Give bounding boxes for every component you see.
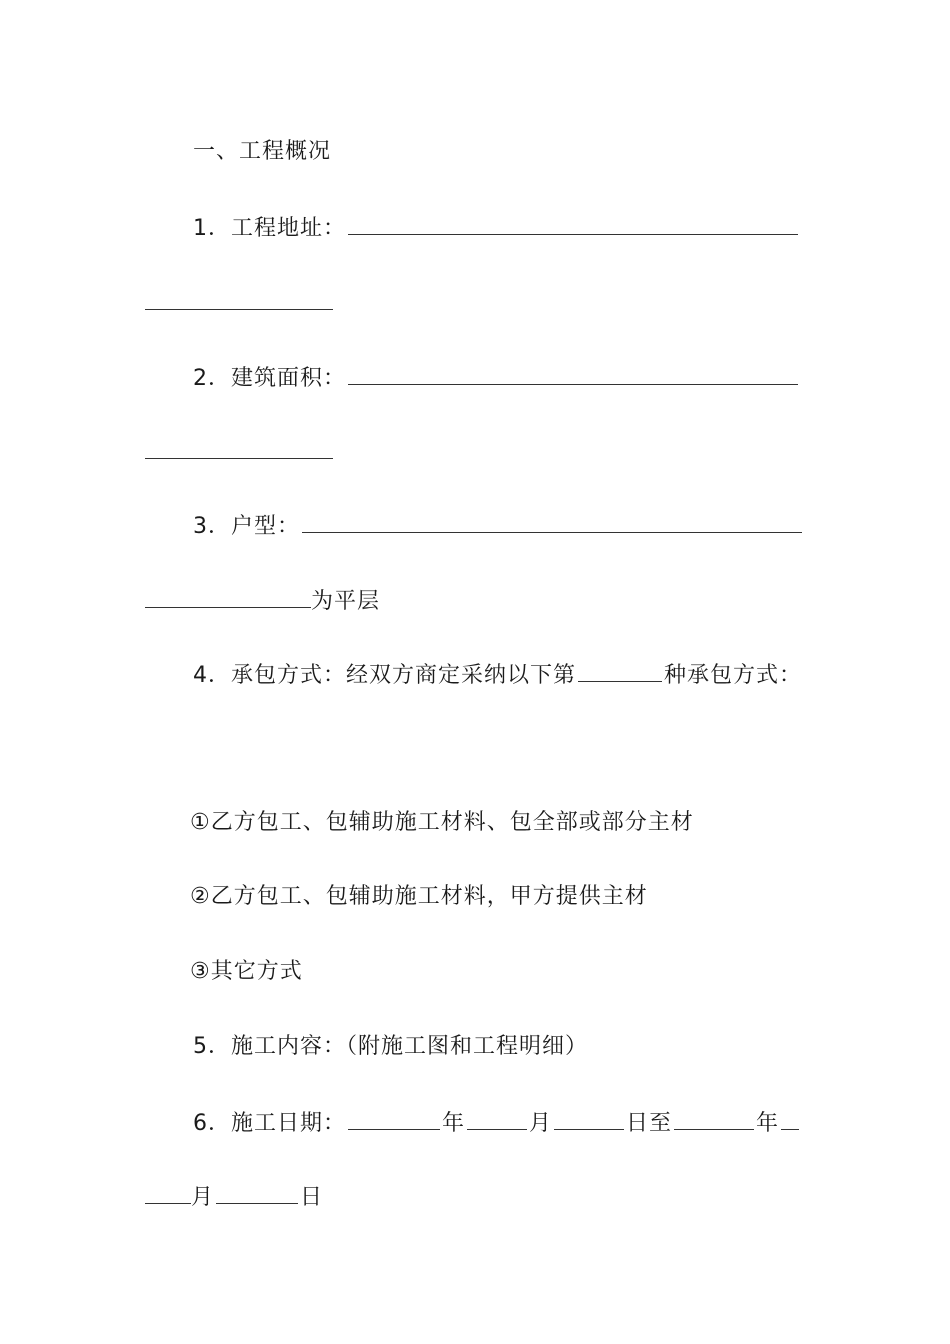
option-2: ②乙方包工、包辅助施工材料，甲方提供主材 (190, 884, 648, 909)
contract-type-suffix: 种承包方式： (664, 663, 803, 688)
start-day-blank[interactable] (554, 1107, 624, 1130)
item-construction-date-continued (145, 1181, 323, 1213)
end-month-blank-start[interactable] (781, 1107, 799, 1130)
option-1: ①乙方包工、包辅助施工材料、包全部或部分主材 (190, 810, 694, 835)
end-month-blank[interactable] (145, 1181, 191, 1204)
contract-type-blank[interactable] (578, 659, 662, 682)
layout-blank-continued[interactable] (145, 585, 311, 608)
item-area-continued (145, 436, 333, 468)
start-month-blank[interactable] (467, 1107, 527, 1130)
end-year-blank[interactable] (674, 1107, 754, 1130)
start-day-label: 日至 (626, 1111, 673, 1136)
layout-suffix: 为平层 (311, 589, 381, 614)
area-blank[interactable] (348, 362, 798, 385)
area-label: 2．建筑面积： (193, 366, 346, 391)
section-title: 一、工程概况 (193, 139, 332, 164)
layout-label: 3．户型： (193, 514, 300, 539)
date-label: 6．施工日期： (193, 1111, 346, 1136)
item-contract-type (193, 659, 802, 691)
end-day-blank[interactable] (216, 1181, 298, 1204)
end-year-label: 年 (756, 1111, 780, 1136)
area-blank-continued[interactable] (145, 436, 333, 459)
item-layout (193, 510, 804, 542)
address-label: 1．工程地址： (193, 216, 346, 241)
item-address (193, 212, 800, 244)
layout-blank[interactable] (302, 510, 802, 533)
item-layout-continued (145, 585, 380, 617)
end-day-label: 日 (300, 1185, 324, 1210)
item-address-continued (145, 287, 333, 319)
item-area (193, 362, 800, 394)
item-construction-content: 5．施工内容：（附施工图和工程明细） (193, 1034, 588, 1059)
option-3: ③其它方式 (190, 959, 303, 984)
contract-type-prefix: 4．承包方式：经双方商定采纳以下第 (193, 663, 576, 688)
item-construction-date (193, 1107, 801, 1139)
address-blank-continued[interactable] (145, 287, 333, 310)
address-blank[interactable] (348, 212, 798, 235)
start-month-label: 月 (529, 1111, 553, 1136)
start-year-label: 年 (442, 1111, 466, 1136)
end-month-label: 月 (191, 1185, 215, 1210)
start-year-blank[interactable] (348, 1107, 440, 1130)
